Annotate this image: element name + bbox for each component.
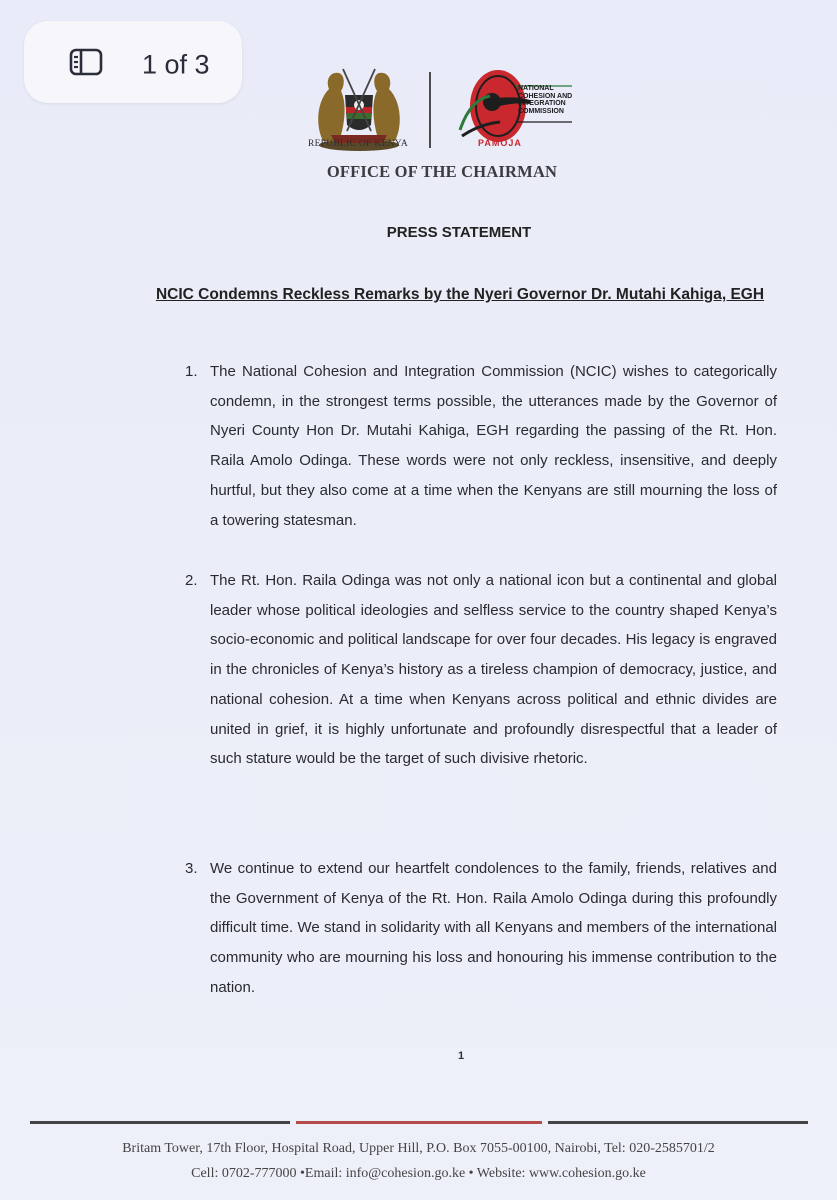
pamoja-label: PAMOJA	[478, 138, 522, 148]
ncic-wordmark	[518, 85, 572, 115]
paragraph-text: The National Cohesion and Integration Commission (NCIC) wishes to categorically condemn, in the strongest terms possible, the utterances made by the Governor of Nyeri County Hon Dr. Mutahi Kahiga, EGH regarding the passing of the Rt. Hon. Raila Amolo Odinga. These words were not only reckless, insensitive, and deeply hurtful, but they also come at a time when the Kenyans are still mourning the loss of a towering statesman.	[210, 363, 777, 529]
letterhead-divider	[429, 72, 431, 148]
footer-contact: Cell: 0702-777000 •Email: info@cohesion.go.ke • Website: www.cohesion.go.ke	[191, 1166, 646, 1181]
document-label: PRESS STATEMENT	[386, 224, 532, 241]
ncic-line: INTEGRATION	[518, 100, 566, 107]
paragraph-text: We continue to extend our heartfelt condolences to the family, friends, relatives and the Government of Kenya of the Rt. Hon. Raila Amolo Odinga during this profoundly difficult time. We stand in solidarity with all Kenyans and members of the international community who are mourning his loss and honouring his immense contribution to the nation.	[210, 860, 777, 996]
footer-rule	[548, 1121, 808, 1124]
page-count: 1 of 3	[142, 49, 210, 80]
paragraph-text: The Rt. Hon. Raila Odinga was not only a national icon but a continental and global leader whose political ideologies and selfless service to the country shaped Kenya’s socio-economic and political landscape for over four decades. His legacy is engraved in the chronicles of Kenya’s history as a tireless champion of democracy, justice, and national cohesion. At a time when Kenyans across political and ethnic divides are united in grief, it is highly unfortunate and profoundly disrespectful that a leader of such stature would be the target of such divisive rhetoric.	[210, 572, 777, 768]
office-title: OFFICE OF THE CHAIRMAN	[326, 162, 558, 181]
sidebar-toggle-icon	[69, 48, 103, 76]
ncic-line: COMMISSION	[518, 107, 564, 115]
page-number: 1	[458, 1050, 465, 1062]
paragraph	[185, 854, 777, 1003]
paragraph-number: 3.	[185, 860, 198, 877]
headline: NCIC Condemns Reckless Remarks by the Nyeri Governor Dr. Mutahi Kahiga, EGH	[155, 286, 765, 303]
paragraph	[185, 357, 777, 535]
page-indicator[interactable]	[24, 21, 242, 103]
footer-address: Britam Tower, 17th Floor, Hospital Road, Upper Hill, P.O. Box 7055-00100, Nairobi, Tel: 020-2585701/2	[122, 1141, 715, 1156]
ncic-line: NATIONAL	[518, 85, 554, 92]
paragraph-number: 1.	[185, 363, 198, 380]
ncic-line: COHESION AND	[518, 92, 573, 100]
footer-rule	[296, 1121, 542, 1124]
paragraph-number: 2.	[185, 572, 198, 589]
paragraph	[185, 566, 777, 774]
footer-rule	[30, 1121, 290, 1124]
republic-label: REPUBLIC OF KENYA	[307, 139, 409, 149]
